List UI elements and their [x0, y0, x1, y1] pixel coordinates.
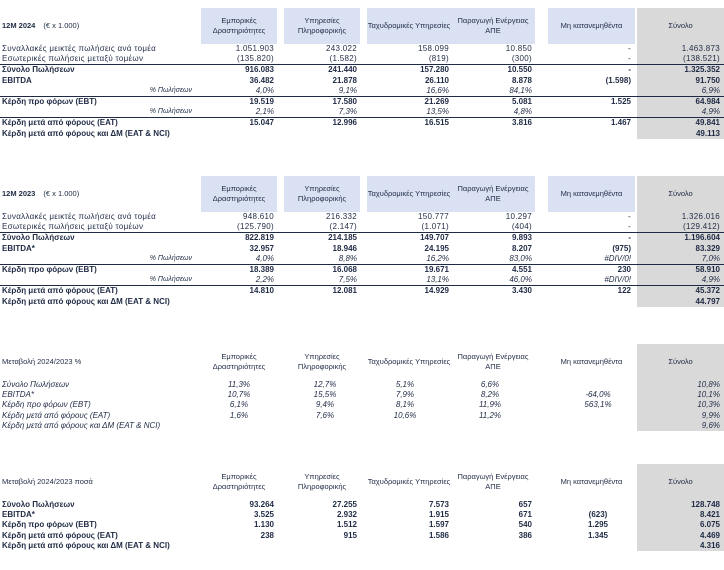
- table-row: [0, 244, 724, 254]
- cell-c5: -: [628, 44, 631, 53]
- cell-c3: 19.671: [424, 264, 449, 274]
- cell-c6: 91.750: [695, 75, 720, 85]
- row-label: Κέρδη προ φόρων (EBT): [2, 520, 97, 530]
- cell-c4: 657: [518, 500, 532, 509]
- cell-c1: 2,2%: [255, 275, 274, 285]
- cell-c3: 7,9%: [395, 390, 415, 400]
- column-header-c4: Παραγωγή Ενέργειας ΑΠΕ: [457, 352, 529, 371]
- cell-c6: 83.329: [695, 243, 720, 253]
- cell-c1: 10,7%: [227, 390, 251, 400]
- cell-c2: 915: [343, 530, 357, 540]
- cell-c1: (125.790): [237, 222, 274, 232]
- table-row: [0, 500, 724, 510]
- cell-c3: 150.777: [417, 212, 449, 221]
- cell-c2: [286, 541, 357, 551]
- cell-c1: [214, 421, 264, 431]
- row-label: Κέρδη μετά από φόρους και ΔΜ (EAT & NCI): [2, 420, 161, 430]
- cell-c2: 216.332: [325, 212, 357, 221]
- table-row: [0, 510, 724, 520]
- cell-c5: 1.467: [610, 118, 631, 128]
- cell-c5: [578, 541, 618, 551]
- block-title-text: Μεταβολή 2024/2023 ποσά: [2, 477, 93, 486]
- cell-c6: 1.326.016: [681, 212, 720, 221]
- cell-c6: 1.325.352: [684, 65, 720, 75]
- row-label: Κέρδη μετά από φόρους και ΔΜ (EAT & NCI): [2, 540, 170, 550]
- cell-c5: -: [628, 54, 631, 64]
- table-row: [0, 264, 724, 275]
- column-header-c3: Ταχυδρομικές Υπηρεσίες: [367, 477, 451, 486]
- cell-c2: 9,1%: [338, 85, 357, 95]
- column-header-c5: Μη κατανεμηθέντα: [548, 8, 635, 44]
- cell-c4: 46,0%: [509, 275, 532, 285]
- cell-c4: 10.850: [505, 44, 532, 53]
- table-header: [0, 176, 724, 212]
- cell-c6: 9,9%: [701, 410, 720, 420]
- cell-c5: [548, 297, 631, 307]
- cell-c6: 4.469: [699, 530, 720, 540]
- cell-c2: 2.932: [336, 510, 357, 520]
- cell-c6: 4.316: [699, 540, 720, 550]
- column-header-c3: Ταχυδρομικές Υπηρεσίες: [367, 357, 451, 366]
- cell-c3: 1.597: [428, 520, 449, 530]
- cell-c2: 1.512: [336, 520, 357, 530]
- cell-c1: 3.525: [253, 510, 274, 520]
- cell-c2: 243.022: [325, 44, 357, 53]
- cell-c6: 10,8%: [697, 380, 720, 389]
- block1-table: [0, 8, 724, 139]
- block3-table: [0, 344, 724, 431]
- row-label: Συναλλακές μεικτές πωλήσεις ανά τομέα: [2, 44, 157, 53]
- cell-c2: [300, 421, 350, 431]
- cell-c3: 13,1%: [426, 275, 449, 285]
- cell-c3: 13,5%: [426, 107, 449, 117]
- row-label: Κέρδη μετά από φόρους (EAT): [2, 410, 111, 420]
- table-row: [0, 232, 724, 243]
- cell-c3: 7.573: [428, 500, 449, 509]
- row-label: Εσωτερικές πωλήσεις μεταξύ τομέων: [2, 54, 144, 64]
- cell-c4: 540: [518, 520, 532, 530]
- cell-c4: 3.430: [511, 286, 532, 296]
- row-label: Κέρδη προ φόρων (EBT): [2, 400, 91, 410]
- cell-c1: 36.482: [249, 75, 274, 85]
- cell-c4: 5.081: [511, 96, 532, 106]
- column-header-c6: Σύνολο: [637, 176, 724, 212]
- cell-c6: 7,0%: [701, 253, 720, 263]
- column-header-c1: Εμπορικές Δραστηριότητες: [212, 352, 266, 371]
- cell-c3: 21.269: [424, 96, 449, 106]
- table-row: [0, 411, 724, 421]
- table-row: [0, 380, 724, 390]
- cell-c1: 948.610: [242, 212, 274, 221]
- block-unit: (€ x 1.000): [43, 21, 80, 30]
- table-row: [0, 520, 724, 530]
- pct-row: [0, 254, 724, 264]
- cell-c1: 14.810: [249, 286, 274, 296]
- cell-c5: 230: [617, 264, 631, 274]
- cell-c4: 3.816: [511, 118, 532, 128]
- block2-table: [0, 176, 724, 307]
- table-header: [0, 464, 724, 500]
- cell-c2: 15,5%: [313, 390, 337, 400]
- cell-c6: 4,9%: [701, 107, 720, 117]
- column-header-c5: Μη κατανεμηθέντα: [548, 176, 635, 212]
- cell-c5: #DIV/0!: [604, 253, 631, 263]
- cell-c3: 24.195: [424, 243, 449, 253]
- cell-c4: 6,6%: [480, 380, 500, 389]
- cell-c3: 5,1%: [395, 380, 415, 389]
- cell-c2: 12.081: [332, 286, 357, 296]
- cell-c1: 1,6%: [229, 410, 249, 420]
- cell-c1: 4,0%: [255, 253, 274, 263]
- cell-c5: -: [628, 212, 631, 221]
- row-label: Κέρδη μετά από φόρους (EAT): [2, 530, 118, 540]
- cell-c2: 241.440: [328, 65, 357, 75]
- pct-row: [0, 86, 724, 96]
- table-row: [0, 541, 724, 551]
- cell-c4: (300): [511, 54, 532, 64]
- cell-c1: 2,1%: [255, 107, 274, 117]
- cell-c6: (129.412): [683, 222, 720, 232]
- cell-c1: [203, 297, 274, 307]
- column-header-c1: Εμπορικές Δραστηριότητες: [212, 472, 266, 491]
- cell-c5: 1.345: [587, 530, 609, 540]
- cell-c1: 19.519: [249, 96, 274, 106]
- cell-c4: 4,8%: [513, 107, 532, 117]
- cell-c5: (1.598): [605, 75, 631, 85]
- row-label: EBITDA*: [2, 390, 35, 400]
- table-row: [0, 212, 724, 222]
- row-label: Κέρδη μετά από φόρους (EAT): [2, 286, 118, 296]
- table-header: [0, 344, 724, 380]
- cell-c3: (1.071): [421, 222, 449, 232]
- block-title-text: Μεταβολή 2024/2023 %: [2, 357, 82, 366]
- cell-c1: 93.264: [249, 500, 274, 509]
- cell-c3: [370, 297, 449, 307]
- cell-c4: 10.550: [507, 65, 532, 75]
- block-title: [0, 8, 202, 44]
- row-label: Κέρδη μετά από φόρους (EAT): [2, 118, 118, 128]
- cell-c3: 1.915: [428, 510, 449, 520]
- cell-c5: 1.525: [610, 96, 631, 106]
- cell-c6: (138.521): [683, 54, 720, 64]
- cell-c1: 238: [260, 530, 274, 540]
- cell-c2: 214.185: [328, 233, 357, 243]
- cell-c4: [453, 129, 532, 139]
- column-header-c2: Υπηρεσίες Πληροφορικής: [297, 352, 347, 371]
- column-header-c5: Μη κατανεμηθέντα: [560, 357, 623, 366]
- cell-c3: [370, 541, 449, 551]
- row-label: Σύνολο Πωλήσεων: [2, 380, 70, 389]
- column-header-c2: Υπηρεσίες Πληροφορικής: [284, 8, 360, 44]
- cell-c1: 4,0%: [255, 85, 274, 95]
- cell-c6: 1.196.604: [684, 233, 720, 243]
- table-row: [0, 96, 724, 107]
- block-title: [0, 464, 202, 500]
- table-row: [0, 64, 724, 75]
- cell-c2: 7,6%: [315, 410, 335, 420]
- cell-c6: 45.372: [695, 286, 720, 296]
- cell-c5: [578, 421, 618, 431]
- row-label: Σύνολο Πωλήσεων: [2, 65, 75, 75]
- cell-c2: 27.255: [332, 500, 357, 509]
- cell-c6: 49.841: [695, 118, 720, 128]
- block-title: [0, 176, 202, 212]
- cell-c3: 158.099: [417, 44, 449, 53]
- cell-c5: [548, 107, 631, 117]
- cell-c5: [578, 500, 618, 510]
- row-label: % Πωλήσεων: [149, 254, 192, 262]
- cell-c5: -: [628, 65, 631, 75]
- block-title-text: 12M 2023: [2, 189, 36, 198]
- cell-c4: (404): [511, 222, 532, 232]
- cell-c6: 4,9%: [701, 275, 720, 285]
- column-header-c6: Σύνολο: [637, 8, 724, 44]
- cell-c6: 6,9%: [701, 85, 720, 95]
- cell-c5: 563,1%: [584, 400, 612, 410]
- column-header-c4: Παραγωγή Ενέργειας ΑΠΕ: [451, 8, 535, 44]
- cell-c4: [453, 297, 532, 307]
- cell-c4: 10.297: [505, 212, 532, 221]
- table-row: [0, 531, 724, 541]
- cell-c1: (135.820): [237, 54, 274, 64]
- column-header-c3: Ταχυδρομικές Υπηρεσίες: [367, 8, 451, 44]
- cell-c6: 58.910: [695, 264, 720, 274]
- row-label: Κέρδη προ φόρων (EBT): [2, 264, 97, 274]
- cell-c2: [286, 297, 357, 307]
- cell-c1: [203, 541, 274, 551]
- column-header-c3: Ταχυδρομικές Υπηρεσίες: [367, 176, 451, 212]
- cell-c6: 49.113: [695, 128, 720, 138]
- column-header-c6: Σύνολο: [637, 344, 724, 380]
- cell-c2: 17.580: [332, 96, 357, 106]
- table-row: [0, 297, 724, 307]
- column-header-c6: Σύνολο: [637, 464, 724, 500]
- table-row: [0, 129, 724, 139]
- cell-c5: [578, 411, 618, 421]
- cell-c4: 84,1%: [509, 85, 532, 95]
- cell-c5: [548, 86, 631, 96]
- cell-c1: 32.957: [249, 243, 274, 253]
- cell-c3: 149.707: [420, 233, 449, 243]
- table-row: [0, 390, 724, 400]
- cell-c3: 157.280: [420, 65, 449, 75]
- table-row: [0, 421, 724, 431]
- block-title: [0, 344, 202, 380]
- cell-c1: [203, 129, 274, 139]
- cell-c5: 122: [617, 286, 631, 296]
- cell-c5: #DIV/0!: [604, 275, 631, 285]
- cell-c3: 1.586: [428, 530, 449, 540]
- cell-c5: -: [628, 222, 631, 232]
- row-label: Συναλλακές μεικτές πωλήσεις ανά τομέα: [2, 212, 157, 221]
- row-label: Σύνολο Πωλήσεων: [2, 233, 75, 243]
- cell-c1: 11,3%: [227, 380, 251, 389]
- cell-c6: 1.463.873: [681, 44, 720, 53]
- cell-c5: -: [628, 233, 631, 243]
- column-header-c4: Παραγωγή Ενέργειας ΑΠΕ: [457, 472, 529, 491]
- cell-c4: 8.207: [511, 243, 532, 253]
- cell-c1: 6,1%: [229, 400, 249, 410]
- cell-c2: (2.147): [329, 222, 357, 232]
- block4-table: [0, 464, 724, 551]
- cell-c4: [453, 541, 532, 551]
- pct-row: [0, 107, 724, 117]
- cell-c3: 16.515: [424, 118, 449, 128]
- cell-c1: 916.083: [245, 65, 274, 75]
- cell-c3: 16,2%: [426, 253, 449, 263]
- cell-c5: [548, 129, 631, 139]
- cell-c2: 12.996: [332, 118, 357, 128]
- row-label: Κέρδη μετά από φόρους και ΔΜ (EAT & NCI): [2, 128, 170, 138]
- cell-c5: [578, 380, 618, 390]
- table-row: [0, 285, 724, 296]
- row-label: Εσωτερικές πωλήσεις μεταξύ τομέων: [2, 222, 144, 232]
- cell-c6: 10,1%: [697, 390, 720, 400]
- cell-c2: [286, 129, 357, 139]
- pct-row: [0, 275, 724, 285]
- block-title-text: 12M 2024: [2, 21, 36, 30]
- column-header-c1: Εμπορικές Δραστηριότητες: [201, 8, 277, 44]
- cell-c6: 64.984: [695, 96, 720, 106]
- cell-c2: 7,5%: [338, 275, 357, 285]
- cell-c2: 18.946: [332, 243, 357, 253]
- cell-c5: -64,0%: [585, 390, 611, 400]
- cell-c2: (1.582): [329, 54, 357, 64]
- cell-c3: [370, 129, 449, 139]
- row-label: EBITDA*: [2, 510, 35, 520]
- cell-c3: 14.929: [424, 286, 449, 296]
- cell-c2: 9,4%: [315, 400, 335, 410]
- cell-c6: 8.421: [699, 510, 720, 520]
- cell-c2: 21.878: [332, 75, 357, 85]
- cell-c6: 44.797: [695, 296, 720, 306]
- cell-c5: (623): [588, 510, 608, 520]
- column-header-c1: Εμπορικές Δραστηριότητες: [201, 176, 277, 212]
- cell-c6: 10,3%: [697, 400, 720, 410]
- row-label: Κέρδη προ φόρων (EBT): [2, 96, 97, 106]
- cell-c4: [465, 421, 515, 431]
- cell-c4: 9.893: [511, 233, 532, 243]
- cell-c2: 7,3%: [338, 107, 357, 117]
- cell-c1: 18.389: [249, 264, 274, 274]
- table-row: [0, 222, 724, 232]
- cell-c6: 128.748: [691, 500, 720, 509]
- table-row: [0, 117, 724, 128]
- cell-c4: 83,0%: [509, 253, 532, 263]
- row-label: EBITDA*: [2, 243, 35, 253]
- cell-c3: 8,1%: [395, 400, 415, 410]
- cell-c6: 6.075: [699, 520, 720, 530]
- row-label: % Πωλήσεων: [149, 276, 192, 284]
- column-header-c5: Μη κατανεμηθέντα: [560, 477, 623, 486]
- cell-c2: 12,7%: [313, 380, 337, 389]
- table-row: [0, 76, 724, 86]
- row-label: Σύνολο Πωλήσεων: [2, 500, 75, 509]
- cell-c4: 8.878: [511, 75, 532, 85]
- column-header-c2: Υπηρεσίες Πληροφορικής: [297, 472, 347, 491]
- column-header-c4: Παραγωγή Ενέργειας ΑΠΕ: [451, 176, 535, 212]
- cell-c3: [380, 421, 430, 431]
- cell-c4: 11,2%: [478, 410, 502, 420]
- block-unit: (€ x 1.000): [43, 189, 80, 198]
- cell-c1: 1.051.903: [235, 44, 274, 53]
- row-label: % Πωλήσεων: [149, 86, 192, 94]
- cell-c1: 15.047: [249, 118, 274, 128]
- cell-c3: 26.110: [424, 75, 449, 85]
- cell-c5: 1.295: [587, 520, 609, 530]
- cell-c3: 16,6%: [426, 85, 449, 95]
- cell-c3: (819): [428, 54, 449, 64]
- table-row: [0, 44, 724, 54]
- table-row: [0, 400, 724, 410]
- cell-c4: 8,2%: [480, 390, 500, 400]
- cell-c1: 1.130: [253, 520, 274, 530]
- cell-c4: 386: [518, 530, 532, 540]
- cell-c2: 8,8%: [338, 253, 357, 263]
- cell-c2: 16.068: [332, 264, 357, 274]
- row-label: % Πωλήσεων: [149, 108, 192, 116]
- cell-c4: 4.551: [511, 264, 532, 274]
- row-label: EBITDA: [2, 75, 32, 85]
- table-row: [0, 54, 724, 64]
- cell-c6: 9,6%: [701, 420, 720, 430]
- cell-c5: (975): [612, 243, 631, 253]
- cell-c3: 10,6%: [393, 410, 417, 420]
- cell-c4: 11,9%: [478, 400, 502, 410]
- cell-c1: 822.819: [245, 233, 274, 243]
- row-label: Κέρδη μετά από φόρους και ΔΜ (EAT & NCI): [2, 296, 170, 306]
- column-header-c2: Υπηρεσίες Πληροφορικής: [284, 176, 360, 212]
- cell-c4: 671: [518, 510, 532, 520]
- table-header: [0, 8, 724, 44]
